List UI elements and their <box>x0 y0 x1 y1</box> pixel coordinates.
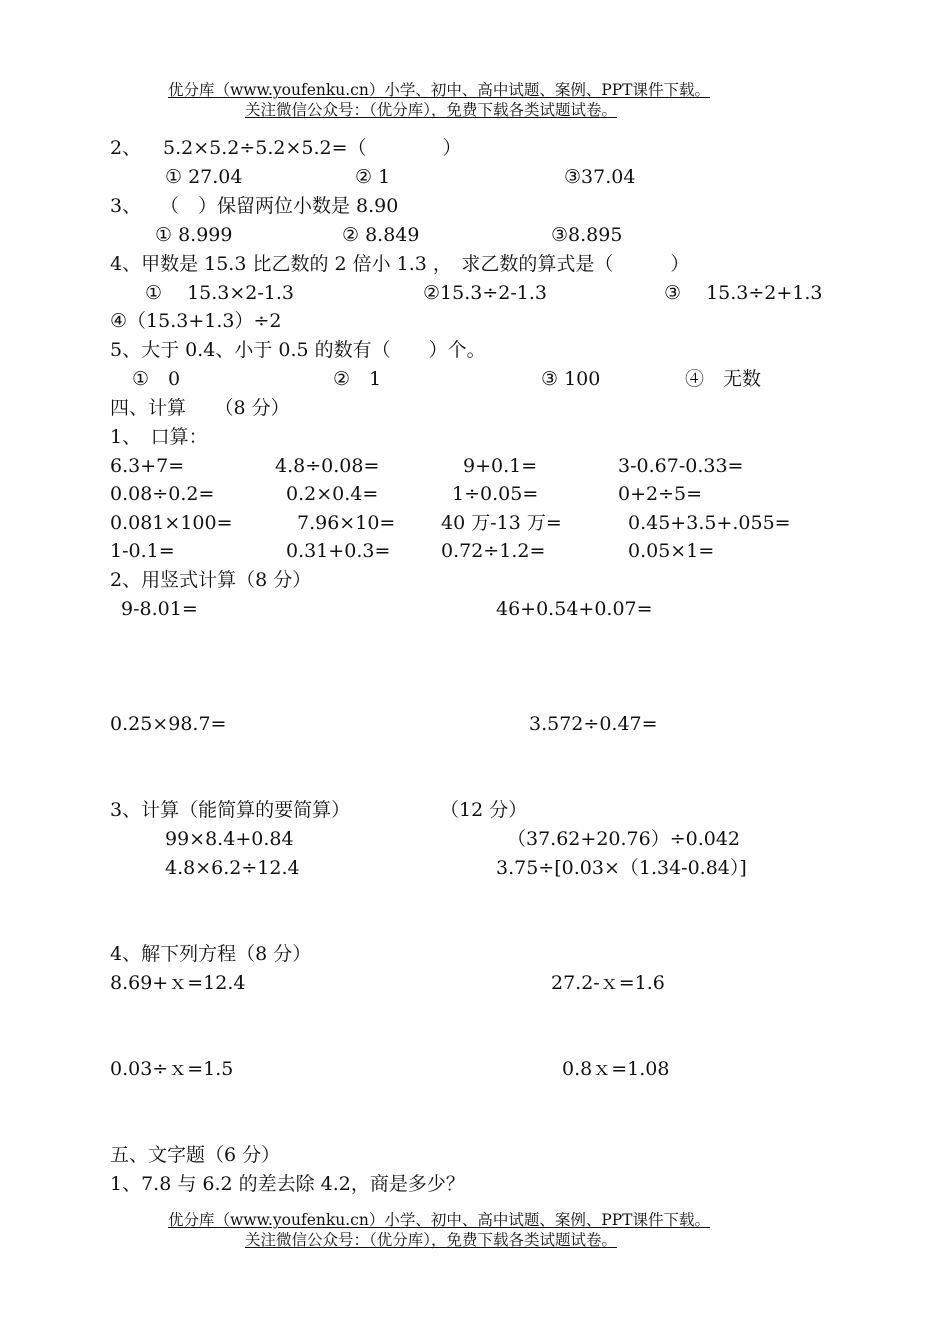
header-line-1: 优分库（www.youfenku.cn）小学、初中、高中试题、案例、PPT课件下载。 <box>168 81 711 99</box>
oral-item: 4.8÷0.08= <box>275 455 380 477</box>
vertical-calc-item: 3.572÷0.47= <box>529 713 658 735</box>
q2-option-2: ② 1 <box>355 166 391 188</box>
simplify-points: （12 分） <box>440 799 528 821</box>
simplify-item: 3.75÷[0.03×（1.34-0.84）] <box>496 857 747 879</box>
vertical-calc-item: 46+0.54+0.07= <box>496 598 653 620</box>
oral-item: 40 万-13 万= <box>441 512 562 534</box>
vertical-calc-title: 2、用竖式计算（8 分） <box>110 569 312 591</box>
oral-item: 3-0.67-0.33= <box>618 455 744 477</box>
simplify-item: 4.8×6.2÷12.4 <box>165 857 300 879</box>
q3-option-1: ① 8.999 <box>155 224 233 246</box>
oral-item: 1-0.1= <box>110 540 175 562</box>
oral-item: 7.96×10= <box>297 512 396 534</box>
footer-line-1: 优分库（www.youfenku.cn）小学、初中、高中试题、案例、PPT课件下载。 <box>168 1211 711 1229</box>
q4-option-1: ① 15.3×2-1.3 <box>145 282 295 304</box>
q4-option-3: ③ 15.3÷2+1.3 <box>664 282 823 304</box>
q3-number: 3、 <box>110 195 142 217</box>
q2-option-1: ① 27.04 <box>165 166 243 188</box>
simplify-item: （37.62+20.76）÷0.042 <box>507 828 741 850</box>
oral-item: 0.31+0.3= <box>286 540 391 562</box>
q2-number: 2、 <box>110 137 142 159</box>
oral-item: 0.72÷1.2= <box>441 540 546 562</box>
oral-item: 0.2×0.4= <box>286 483 379 505</box>
oral-item: 0.05×1= <box>628 540 715 562</box>
header-line-2: 关注微信公众号：（优分库），免费下载各类试题试卷。 <box>245 101 618 119</box>
equation-item: 0.03÷ｘ=1.5 <box>110 1058 234 1080</box>
oral-item: 0.081×100= <box>110 512 233 534</box>
q5-option-3: ③ 100 <box>541 368 601 390</box>
simplify-title: 3、计算（能简算的要简算） <box>110 799 351 821</box>
vertical-calc-item: 0.25×98.7= <box>110 713 227 735</box>
footer-line-2: 关注微信公众号：（优分库），免费下载各类试题试卷。 <box>245 1231 618 1249</box>
equation-item: 27.2-ｘ=1.6 <box>551 972 665 994</box>
equations-title: 4、解下列方程（8 分） <box>110 943 312 965</box>
oral-item: 0.45+3.5+.055= <box>628 512 791 534</box>
q3-option-2: ② 8.849 <box>342 224 420 246</box>
word-problem-1: 1、7.8 与 6.2 的差去除 4.2，商是多少？ <box>110 1173 465 1195</box>
oral-item: 0+2÷5= <box>618 483 703 505</box>
q5-option-2: ② 1 <box>333 368 382 390</box>
q3-option-3: ③8.895 <box>551 224 623 246</box>
oral-item: 9+0.1= <box>463 455 538 477</box>
section-4-heading: 四、计算 （8 分） <box>110 397 290 419</box>
oral-item: 0.08÷0.2= <box>110 483 215 505</box>
q5-stem: 5、大于 0.4、小于 0.5 的数有（ ）个。 <box>110 339 486 361</box>
section-5-heading: 五、文字题（6 分） <box>110 1144 281 1166</box>
q2-stem: 5.2×5.2÷5.2×5.2=（ ） <box>163 137 462 159</box>
q3-stem: （ ）保留两位小数是 8.90 <box>160 195 399 217</box>
q5-option-4: ④ 无数 <box>685 368 762 390</box>
oral-item: 1÷0.05= <box>452 483 539 505</box>
q2-option-3: ③37.04 <box>564 166 636 188</box>
equation-item: 0.8ｘ=1.08 <box>562 1058 670 1080</box>
vertical-calc-item: 9-8.01= <box>121 598 198 620</box>
simplify-item: 99×8.4+0.84 <box>165 828 294 850</box>
equation-item: 8.69+ｘ=12.4 <box>110 972 246 994</box>
q4-option-2: ②15.3÷2-1.3 <box>423 282 547 304</box>
q4-stem: 4、甲数是 15.3 比乙数的 2 倍小 1.3 ， 求乙数的算式是（ ） <box>110 253 690 275</box>
q4-option-4: ④（15.3+1.3）÷2 <box>110 310 282 332</box>
oral-item: 6.3+7= <box>110 455 185 477</box>
q5-option-1: ① 0 <box>132 368 181 390</box>
oral-title: 1、 口算： <box>110 426 208 448</box>
